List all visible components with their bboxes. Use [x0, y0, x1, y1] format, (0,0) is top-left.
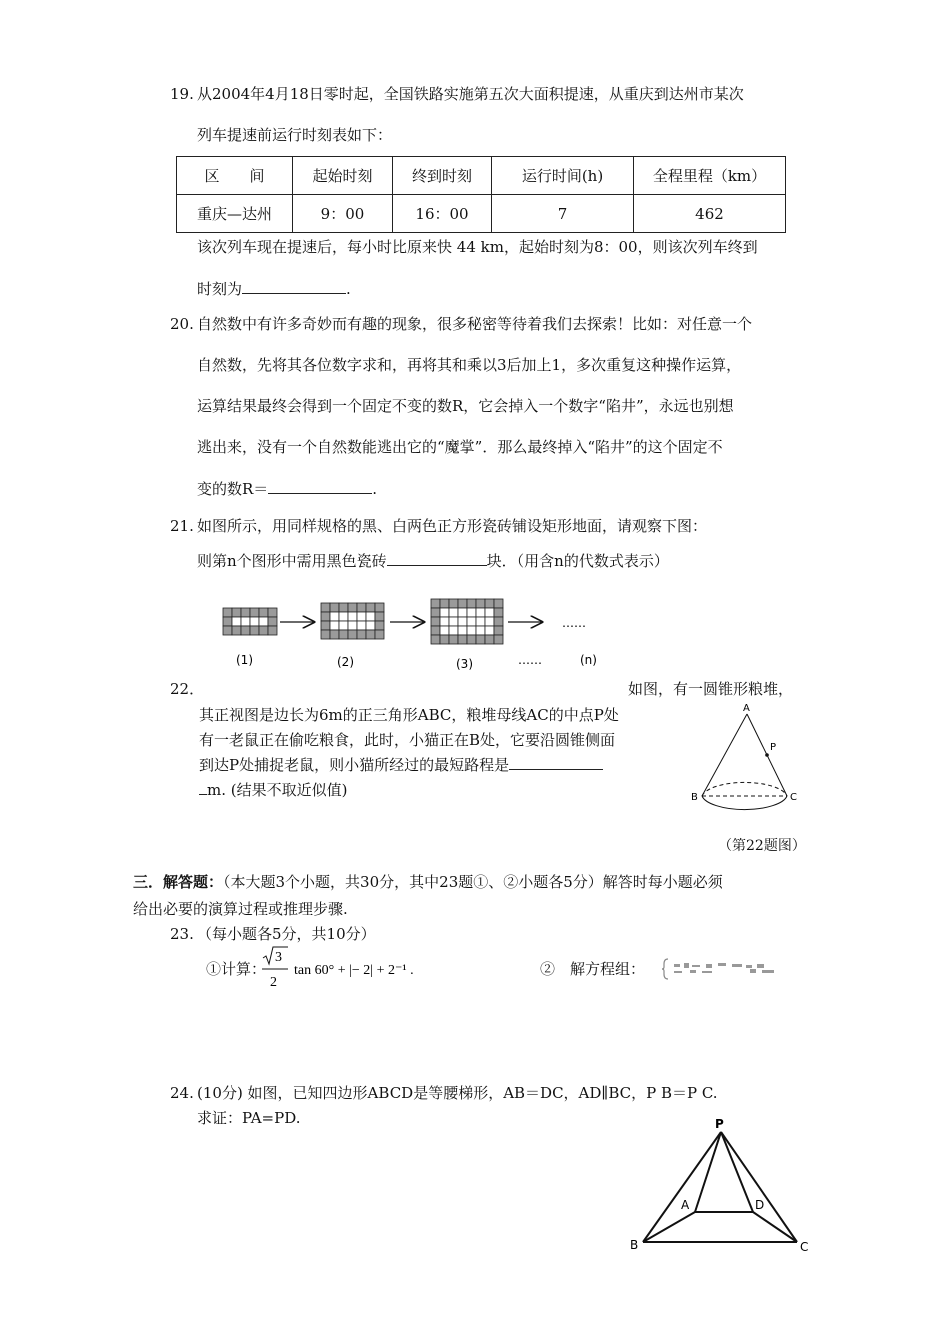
- q19-number: 19.: [170, 85, 194, 103]
- white-tile: [485, 617, 494, 626]
- q21-number: 21.: [170, 517, 194, 535]
- label-p: P: [715, 1117, 724, 1131]
- black-tile: [485, 599, 494, 608]
- black-tile: [440, 635, 449, 644]
- q22-line: 到达P处捕捉老鼠，则小猫所经过的最短路程是: [199, 756, 510, 774]
- black-tile: [431, 635, 440, 644]
- white-tile: [449, 608, 458, 617]
- q22-lead: 如图，有一圆锥形粮堆，: [628, 680, 794, 698]
- white-tile: [458, 608, 467, 617]
- q21-text-a: 则第n个图形中需用黑色瓷砖: [197, 552, 387, 570]
- segment-pa: [695, 1132, 721, 1212]
- white-tile: [467, 608, 476, 617]
- equation-system-image: [662, 956, 792, 982]
- section3-text1: （本大题3个小题，共30分，其中23题①、②小题各5分）解答时每小题必须: [223, 873, 723, 891]
- fig-label-2: (2): [337, 655, 354, 669]
- black-tile: [223, 608, 232, 617]
- black-tile: [458, 635, 467, 644]
- black-tile: [366, 603, 375, 612]
- q22-line: 其正视图是边长为6m的正三角形ABC，粮堆母线AC的中点P处: [199, 706, 619, 724]
- white-tile: [458, 626, 467, 635]
- fig-label-n: (n): [580, 653, 597, 667]
- white-tile: [357, 612, 366, 621]
- q21-text-b: 块．（用含n的代数式表示）: [486, 552, 669, 570]
- black-tile: [431, 608, 440, 617]
- q23-part1-formula: [258, 944, 438, 994]
- label-p: P: [770, 742, 777, 753]
- q23-part1-label: ①计算：: [206, 960, 267, 978]
- black-tile: [348, 630, 357, 639]
- black-tile: [467, 635, 476, 644]
- table-header-row: [177, 157, 786, 195]
- black-tile: [357, 630, 366, 639]
- q23-number: 23.: [170, 925, 194, 943]
- q20-answer-blank[interactable]: [268, 479, 372, 494]
- table-cell: 462: [634, 195, 786, 233]
- q19-line2: 列车提速前运行时刻表如下：: [197, 126, 393, 144]
- fig-label-1: (1): [236, 653, 253, 667]
- timetable: [176, 156, 786, 233]
- white-tile: [458, 617, 467, 626]
- black-tile: [449, 635, 458, 644]
- q22-line3: [199, 755, 603, 775]
- black-tile: [330, 603, 339, 612]
- black-tile: [259, 626, 268, 635]
- black-tile: [431, 599, 440, 608]
- white-tile: [449, 626, 458, 635]
- tile-pattern-svg: [210, 590, 630, 670]
- black-tile: [431, 617, 440, 626]
- sqrt-number: 3: [275, 950, 282, 965]
- white-tile: [476, 617, 485, 626]
- table-cell: 重庆—达州: [177, 195, 293, 233]
- formula-svg: [258, 944, 438, 994]
- table-header: 起始时刻: [293, 157, 393, 195]
- black-tile: [476, 599, 485, 608]
- q20-period: .: [372, 480, 378, 498]
- black-tile: [241, 608, 250, 617]
- section3-title: 三．解答题：: [133, 873, 224, 891]
- white-tile: [366, 621, 375, 630]
- white-tile: [250, 617, 259, 626]
- black-tile: [241, 626, 250, 635]
- table-header: 全程里程（km）: [634, 157, 786, 195]
- black-tile: [268, 617, 277, 626]
- white-tile: [339, 612, 348, 621]
- black-tile: [476, 635, 485, 644]
- q20-last-line: [197, 479, 377, 499]
- q19-period: .: [346, 280, 351, 298]
- q21-line2: [197, 551, 669, 571]
- fig-label-3: (3): [456, 657, 473, 670]
- section3-line1: [133, 872, 723, 892]
- formula-expression: tan 60° + |− 2| + 2⁻¹ .: [294, 963, 414, 978]
- segment-pb: [643, 1132, 721, 1242]
- cone-svg: [685, 700, 815, 830]
- white-tile: [449, 617, 458, 626]
- q20-line: 运算结果最终会得到一个固定不变的数R，它会掉入一个数字“陷井”，永远也别想: [197, 397, 734, 415]
- black-tile: [321, 621, 330, 630]
- q19-line4: [197, 279, 351, 299]
- label-b: B: [630, 1238, 639, 1252]
- white-tile: [330, 612, 339, 621]
- white-tile: [330, 621, 339, 630]
- white-tile: [440, 617, 449, 626]
- q21-answer-blank[interactable]: [387, 551, 487, 566]
- trapezoid-svg: [625, 1112, 820, 1260]
- cone-figure: [685, 700, 815, 830]
- q20-line: 逃出来，没有一个自然数能逃出它的“魔掌”．那么最终掉入“陷井”的这个固定不: [197, 438, 723, 456]
- white-tile: [440, 608, 449, 617]
- black-tile: [250, 608, 259, 617]
- fig-label-dots: ……: [518, 653, 542, 667]
- fraction-denominator: 2: [270, 975, 277, 990]
- table-header: 区 间: [177, 157, 293, 195]
- black-tile: [321, 603, 330, 612]
- q22-number: 22．: [170, 680, 205, 698]
- q20-answer-label: 变的数R＝: [197, 480, 269, 498]
- point-p: [765, 753, 769, 757]
- black-tile: [321, 612, 330, 621]
- white-tile: [348, 621, 357, 630]
- white-tile: [232, 617, 241, 626]
- black-tile: [250, 626, 259, 635]
- tile-figure-1: [223, 608, 277, 635]
- q21-line1: 如图所示，用同样规格的黑、白两色正方形瓷砖铺设矩形地面，请观察下图：: [197, 517, 708, 535]
- q19-answer-label: 时刻为: [197, 280, 243, 298]
- q20-line: 自然数，先将其各位数字求和，再将其和乘以3后加上1，多次重复这种操作运算，: [197, 356, 742, 374]
- black-tile: [375, 603, 384, 612]
- label-a: A: [743, 703, 750, 714]
- black-tile: [366, 630, 375, 639]
- white-tile: [339, 621, 348, 630]
- white-tile: [485, 608, 494, 617]
- black-tile: [348, 603, 357, 612]
- black-tile: [431, 626, 440, 635]
- segment-ab: [643, 1212, 695, 1242]
- black-tile: [357, 603, 366, 612]
- cone-base-back: [702, 782, 787, 796]
- q19-answer-blank[interactable]: [242, 279, 346, 294]
- section3-text2: 给出必要的演算过程或推理步骤.: [133, 900, 348, 918]
- q23-text: （每小题各5分，共10分）: [197, 925, 376, 943]
- black-tile: [259, 608, 268, 617]
- q22-last-line: [199, 780, 347, 800]
- white-tile: [366, 612, 375, 621]
- q24-line1: (10分) 如图，已知四边形ABCD是等腰梯形，AB＝DC，AD∥BC，P B＝P C.: [197, 1084, 718, 1102]
- black-tile: [458, 599, 467, 608]
- white-tile: [467, 626, 476, 635]
- tile-figure-2: [321, 603, 384, 639]
- label-c: C: [800, 1240, 809, 1254]
- black-tile: [467, 599, 476, 608]
- tile-pattern-figure: [210, 590, 630, 670]
- brace-icon: [662, 959, 668, 979]
- black-tile: [223, 617, 232, 626]
- q22-last: m. (结果不取近似值): [207, 781, 348, 799]
- table-row: [177, 195, 786, 233]
- black-tile: [375, 621, 384, 630]
- segment-dc: [753, 1212, 797, 1242]
- black-tile: [268, 608, 277, 617]
- q20-number: 20.: [170, 315, 194, 333]
- segment-pc: [721, 1132, 797, 1242]
- ellipsis-top: ……: [562, 616, 586, 630]
- white-tile: [241, 617, 250, 626]
- black-tile: [494, 617, 503, 626]
- white-tile: [476, 608, 485, 617]
- trapezoid-figure: [625, 1112, 820, 1260]
- black-tile: [375, 630, 384, 639]
- cone-generatrix-ab: [702, 714, 747, 796]
- blurred-equations: [674, 963, 774, 973]
- white-tile: [476, 626, 485, 635]
- tile-figure-3: [431, 599, 503, 644]
- black-tile: [440, 599, 449, 608]
- table-cell: 9：00: [293, 195, 393, 233]
- q24-number: 24.: [170, 1084, 194, 1102]
- q24-line2: 求证：PA=PD.: [197, 1109, 301, 1127]
- equation-system-svg: [662, 956, 792, 982]
- q22-caption: （第22题图）: [718, 838, 806, 854]
- q22-line: 有一老鼠正在偷吃粮食，此时，小猫正在B处，它要沿圆锥侧面: [199, 731, 616, 749]
- white-tile: [485, 626, 494, 635]
- black-tile: [223, 626, 232, 635]
- black-tile: [339, 603, 348, 612]
- label-c: C: [790, 792, 797, 803]
- label-d: D: [755, 1198, 765, 1212]
- black-tile: [494, 599, 503, 608]
- white-tile: [440, 626, 449, 635]
- q19-line3: 该次列车现在提速后，每小时比原来快 44 km，起始时刻为8：00，则该次列车终到: [197, 238, 758, 256]
- table-header: 终到时刻: [393, 157, 492, 195]
- white-tile: [467, 617, 476, 626]
- black-tile: [494, 626, 503, 635]
- q22-answer-blank[interactable]: [509, 755, 603, 770]
- label-b: B: [691, 792, 698, 803]
- cone-base-front: [702, 796, 787, 810]
- q19-line1: 从2004年4月18日零时起，全国铁路实施第五次大面积提速，从重庆到达州市某次: [197, 85, 744, 103]
- black-tile: [268, 626, 277, 635]
- black-tile: [330, 630, 339, 639]
- q20-line: 自然数中有许多奇妙而有趣的现象，很多秘密等待着我们去探索！比如：对任意一个: [197, 315, 753, 333]
- white-tile: [357, 621, 366, 630]
- white-tile: [348, 612, 357, 621]
- q22-answer-blank-cont: [199, 780, 207, 795]
- black-tile: [485, 635, 494, 644]
- black-tile: [375, 612, 384, 621]
- label-a: A: [681, 1198, 690, 1212]
- table-header: 运行时间(h): [492, 157, 634, 195]
- black-tile: [494, 635, 503, 644]
- black-tile: [232, 626, 241, 635]
- table-cell: 16：00: [393, 195, 492, 233]
- black-tile: [449, 599, 458, 608]
- black-tile: [494, 608, 503, 617]
- q23-part2-label: ② 解方程组：: [540, 960, 646, 978]
- black-tile: [232, 608, 241, 617]
- black-tile: [339, 630, 348, 639]
- white-tile: [259, 617, 268, 626]
- black-tile: [321, 630, 330, 639]
- table-cell: 7: [492, 195, 634, 233]
